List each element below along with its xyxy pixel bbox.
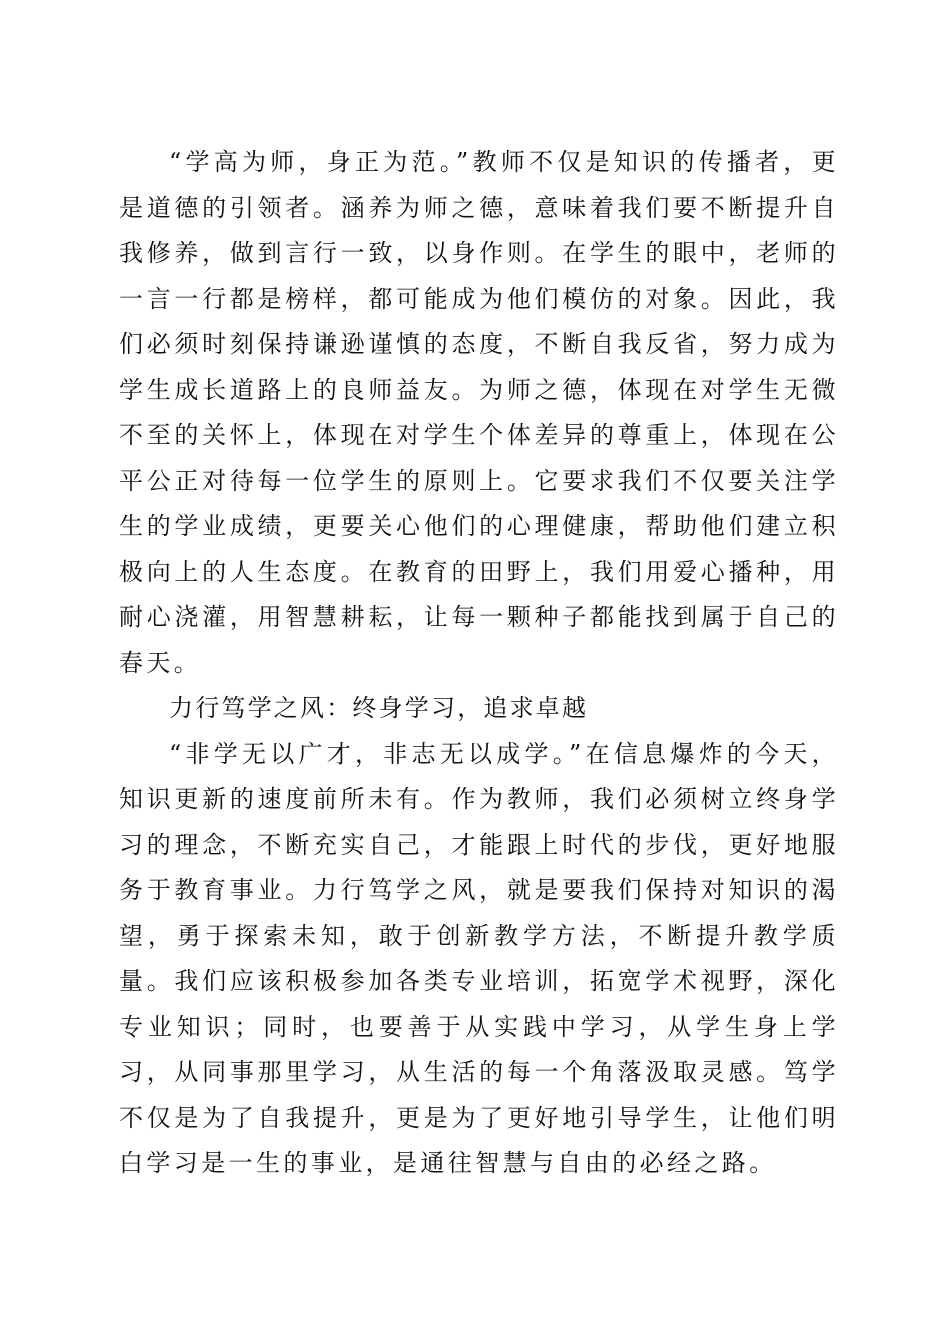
section-heading-lifelong-learning: 力行笃学之风：终身学习，追求卓越	[169, 694, 589, 722]
document-body	[119, 140, 839, 1187]
paragraph-lifelong-learning: “非学无以广才，非志无以成学。”在信息爆炸的今天，知识更新的速度前所未有。作为教师，我们必须树立终身学习的理念，不断充实自己，才能跟上时代的步伐，更好地服务于教育事业。力行笃学之风，就是要我们保持对知识的渴望，勇于探索未知，敢于创新教学方法，不断提升教学质量。我们应该积极参加各类专业培训，拓宽学术视野，深化专业知识；同时，也要善于从实践中学习，从学生身上学习，从同事那里学习，从生活的每一个角落汲取灵感。笃学不仅是为了自我提升，更是为了更好地引导学生，让他们明白学习是一生的事业，是通往智慧与自由的必经之路。	[119, 739, 839, 1177]
paragraph-teacher-virtue: “学高为师，身正为范。”教师不仅是知识的传播者，更是道德的引领者。涵养为师之德，意味着我们要不断提升自我修养，做到言行一致，以身作则。在学生的眼中，老师的一言一行都是榜样，都可能成为他们模仿的对象。因此，我们必须时刻保持谦逊谨慎的态度，不断自我反省，努力成为学生成长道路上的良师益友。为师之德，体现在对学生无微不至的关怀上，体现在对学生个体差异的尊重上，体现在公平公正对待每一位学生的原则上。它要求我们不仅要关注学生的学业成绩，更要关心他们的心理健康，帮助他们建立积极向上的人生态度。在教育的田野上，我们用爱心播种，用耐心浇灌，用智慧耕耘，让每一颗种子都能找到属于自己的春天。	[119, 148, 839, 677]
